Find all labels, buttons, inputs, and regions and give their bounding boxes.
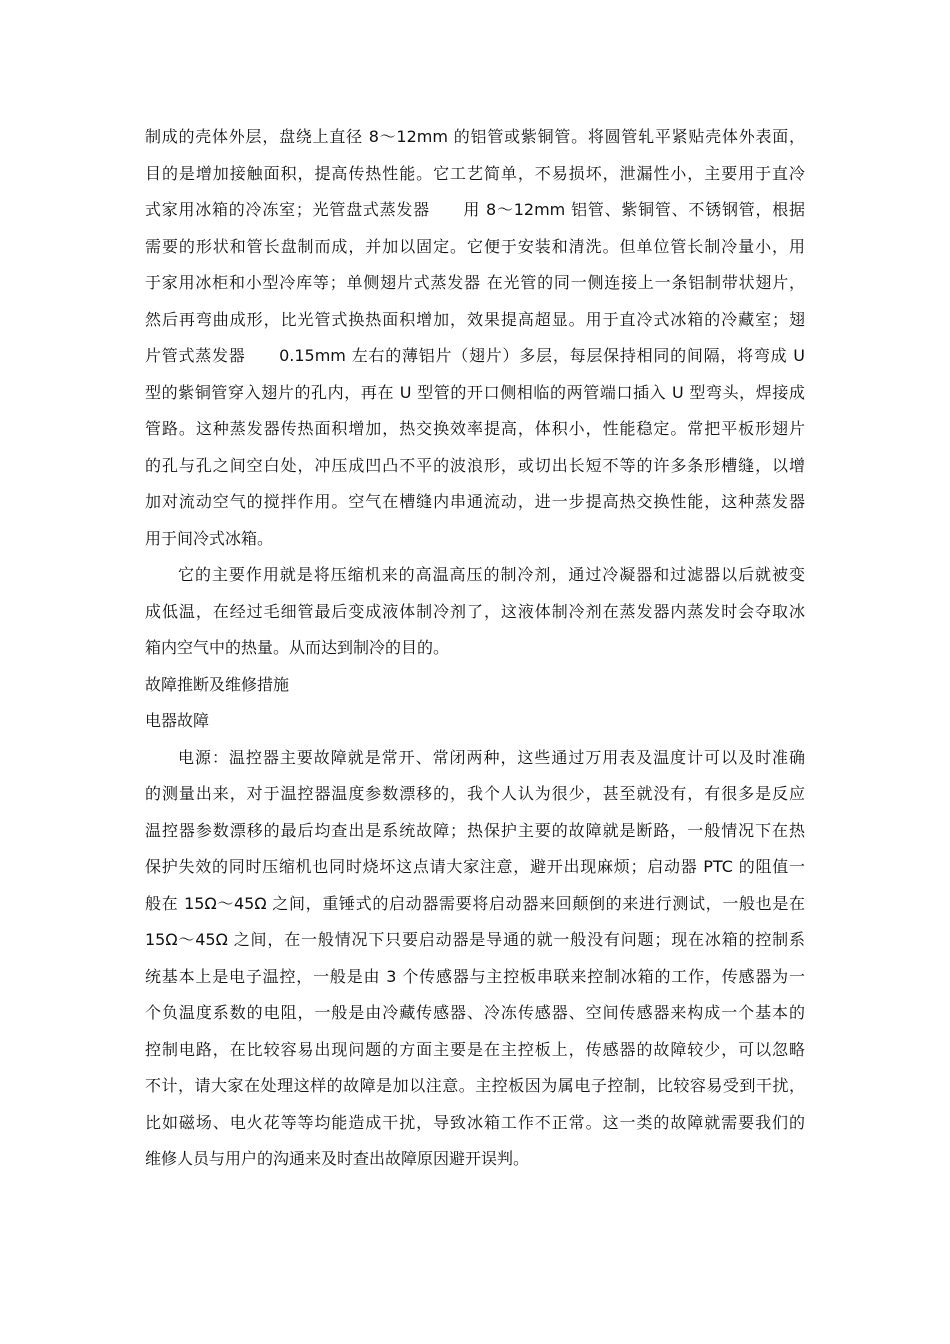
paragraph-line: 统基本上是电子温控，一般是由 3 个传感器与主控板串联来控制冰箱的工作，传感器为一: [145, 967, 805, 986]
paragraph-line: 于家用冰柜和小型冷库等；单侧翅片式蒸发器 在光管的同一侧连接上一条铝制带状翅片，: [145, 273, 805, 292]
paragraph-line: 制成的壳体外层，盘绕上直径 8～12mm 的铝管或紫铜管。将圆管轧平紧贴壳体外表面，: [145, 127, 805, 146]
paragraph-line: 比如磁场、电火花等等均能造成干扰，导致冰箱工作不正常。这一类的故障就需要我们的: [145, 1113, 805, 1132]
paragraph-line: 控制电路，在比较容易出现问题的方面主要是在主控板上，传感器的故障较少，可以忽略: [145, 1040, 805, 1059]
paragraph-line: 维修人员与用户的沟通来及时查出故障原因避开误判。: [145, 1149, 530, 1168]
paragraph-line: 式家用冰箱的冷冻室；光管盘式蒸发器 用 8～12mm 铝管、紫铜管、不锈钢管，根据: [145, 200, 805, 219]
paragraph-line: 温控器参数漂移的最后均查出是系统故障；热保护主要的故障就是断路，一般情况下在热: [145, 821, 805, 840]
paragraph-line: 电源：温控器主要故障就是常开、常闭两种，这些通过万用表及温度计可以及时准确: [178, 748, 805, 767]
paragraph-line: 成低温，在经过毛细管最后变成液体制冷剂了，这液体制冷剂在蒸发器内蒸发时会夺取冰: [145, 602, 805, 621]
paragraph-line: 加对流动空气的搅拌作用。空气在槽缝内串通流动，进一步提高热交换性能，这种蒸发器: [145, 492, 805, 511]
paragraph-line: 的测量出来，对于温控器温度参数漂移的，我个人认为很少，甚至就没有，有很多是反应: [145, 784, 805, 803]
paragraph-line: 般在 15Ω～45Ω 之间，重锤式的启动器需要将启动器来回颠倒的来进行测试，一般也是在: [145, 894, 805, 913]
section-heading: 故障推断及维修措施: [145, 675, 290, 694]
paragraph-line: 15Ω～45Ω 之间，在一般情况下只要启动器是导通的就一般没有问题；现在冰箱的控制系: [145, 930, 805, 949]
paragraph-line: 不计，请大家在处理这样的故障是加以注意。主控板因为属电子控制，比较容易受到干扰，: [145, 1076, 805, 1095]
paragraph-line: 箱内空气中的热量。从而达到制冷的目的。: [145, 638, 450, 657]
paragraph-line: 目的是增加接触面积，提高传热性能。它工艺简单，不易损坏，泄漏性小，主要用于直冷: [145, 164, 805, 183]
paragraph-line: 需要的形状和管长盘制而成，并加以固定。它便于安装和清洗。但单位管长制冷量小，用: [145, 237, 805, 256]
paragraph-line: 片管式蒸发器 0.15mm 左右的薄铝片（翅片）多层，每层保持相同的间隔，将弯成 U: [145, 346, 805, 365]
paragraph-line: 型的紫铜管穿入翅片的孔内，再在 U 型管的开口侧相临的两管端口插入 U 型弯头，焊接成: [145, 383, 805, 402]
paragraph-line: 管路。这种蒸发器传热面积增加，热交换效率提高，体积小，性能稳定。常把平板形翅片: [145, 419, 805, 438]
paragraph-line: 的孔与孔之间空白处，冲压成凹凸不平的波浪形，或切出长短不等的许多条形槽缝，以增: [145, 456, 805, 475]
paragraph-line: 个负温度系数的电阻，一般是由冷藏传感器、冷冻传感器、空间传感器来构成一个基本的: [145, 1003, 805, 1022]
subsection-heading: 电器故障: [145, 711, 210, 730]
paragraph-line: 用于间冷式冰箱。: [145, 529, 274, 548]
paragraph-line: 它的主要作用就是将压缩机来的高温高压的制冷剂，通过冷凝器和过滤器以后就被变: [178, 565, 805, 584]
paragraph-line: 保护失效的同时压缩机也同时烧坏这点请大家注意，避开出现麻烦；启动器 PTC 的阻值一: [145, 857, 805, 876]
paragraph-line: 然后再弯曲成形，比光管式换热面积增加，效果提高超显。用于直冷式冰箱的冷藏室；翅: [145, 310, 805, 329]
